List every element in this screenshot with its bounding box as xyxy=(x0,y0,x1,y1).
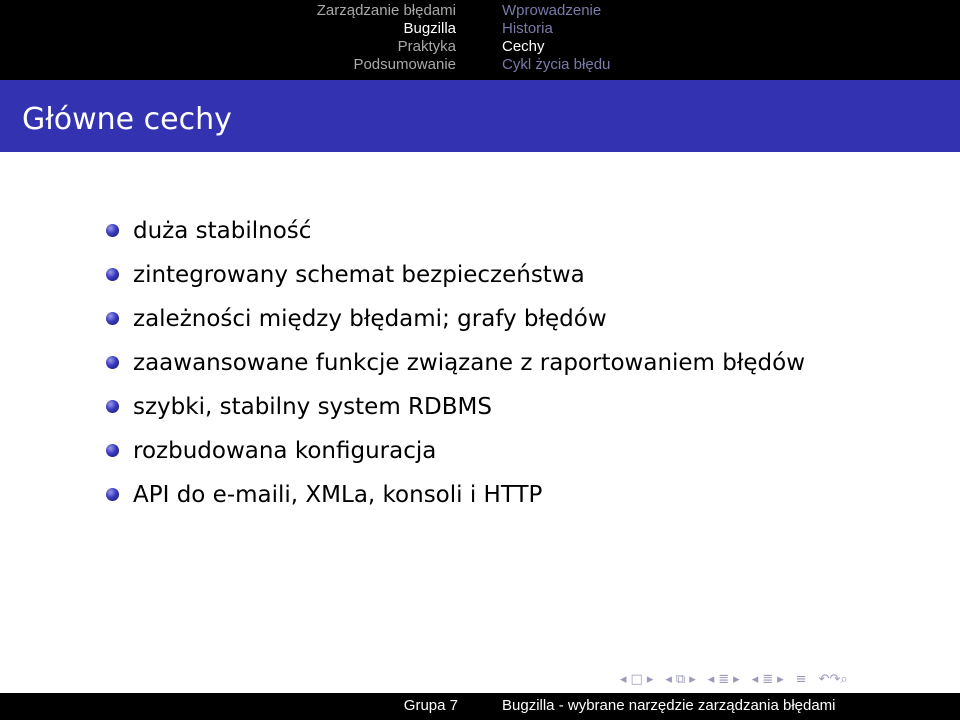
slide-next-icon[interactable]: ▸ xyxy=(646,671,654,687)
appendix-nav-group xyxy=(794,672,809,687)
bullet-text: rozbudowana konfiguracja xyxy=(133,438,437,464)
bullet-text: zależności między błędami; grafy błędów xyxy=(133,306,607,332)
list-item xyxy=(106,478,805,522)
frame-icon[interactable]: ⧉ xyxy=(675,671,686,687)
footer-bar xyxy=(0,693,960,720)
nav-section-podsumowanie[interactable]: Podsumowanie xyxy=(353,56,456,73)
bullet-text: zaawansowane funkcje związane z raportowaniem błędów xyxy=(133,350,806,376)
nav-subsection-wprowadzenie[interactable]: Wprowadzenie xyxy=(502,2,602,19)
frame-next-icon[interactable]: ▸ xyxy=(689,671,696,687)
beamer-navigation-symbols xyxy=(618,669,858,689)
slide-nav-group xyxy=(618,672,655,687)
frame-title-bar xyxy=(0,80,960,152)
bullet-icon xyxy=(106,488,119,501)
frame-prev-icon[interactable]: ◂ xyxy=(665,671,672,687)
list-item xyxy=(106,214,805,258)
footer-right xyxy=(480,693,960,720)
frame-title: Główne cechy xyxy=(22,102,232,137)
frame-nav-group xyxy=(663,672,697,687)
subsection-navigation xyxy=(480,0,960,80)
list-item xyxy=(106,346,805,390)
subsection-prev-icon[interactable]: ◂ xyxy=(707,671,715,687)
bullet-text: szybki, stabilny system RDBMS xyxy=(133,394,492,420)
bullet-icon xyxy=(106,224,119,237)
bullet-icon xyxy=(106,312,119,325)
header-navigation xyxy=(0,0,960,80)
subsection-next-icon[interactable]: ▸ xyxy=(733,671,740,687)
nav-section-zarzadzanie[interactable]: Zarządzanie błędami xyxy=(316,2,456,19)
bullet-icon xyxy=(106,444,119,457)
appendix-icon[interactable]: ≡ xyxy=(795,671,807,687)
search-nav-group xyxy=(817,672,850,687)
subsection-nav-group xyxy=(706,672,742,687)
footer-group-label: Grupa 7 xyxy=(403,697,458,714)
list-item xyxy=(106,302,805,346)
bullet-icon xyxy=(106,356,119,369)
bullet-icon xyxy=(106,400,119,413)
section-prev-icon[interactable]: ◂ xyxy=(751,671,759,687)
slide-icon[interactable]: □ xyxy=(630,671,643,687)
section-next-icon[interactable]: ▸ xyxy=(777,671,784,687)
footer-presentation-title: Bugzilla - wybrane narzędzie zarządzania błędami xyxy=(502,697,836,714)
list-item xyxy=(106,390,805,434)
bullet-text: zintegrowany schemat bezpieczeństwa xyxy=(133,262,585,288)
nav-subsection-cykl-zycia[interactable]: Cykl życia błędu xyxy=(502,56,611,73)
nav-subsection-cechy[interactable]: Cechy xyxy=(502,38,545,55)
list-item xyxy=(106,434,805,478)
footer-left xyxy=(0,693,480,720)
nav-section-praktyka[interactable]: Praktyka xyxy=(397,38,456,55)
bullet-text: API do e-maili, XMLa, konsoli i HTTP xyxy=(133,482,543,508)
section-icon[interactable]: ≣ xyxy=(762,671,774,687)
nav-section-bugzilla[interactable]: Bugzilla xyxy=(403,20,456,37)
list-item xyxy=(106,258,805,302)
section-nav-group xyxy=(750,672,786,687)
section-navigation xyxy=(0,0,480,80)
bullet-icon xyxy=(106,268,119,281)
subsection-icon[interactable]: ≣ xyxy=(718,671,730,687)
nav-subsection-historia[interactable]: Historia xyxy=(502,20,553,37)
bullet-text: duża stabilność xyxy=(133,218,312,244)
bullet-list xyxy=(106,214,805,522)
slide-prev-icon[interactable]: ◂ xyxy=(620,671,627,687)
search-back-forward-icon[interactable]: ↶↷⌕ xyxy=(818,671,848,687)
